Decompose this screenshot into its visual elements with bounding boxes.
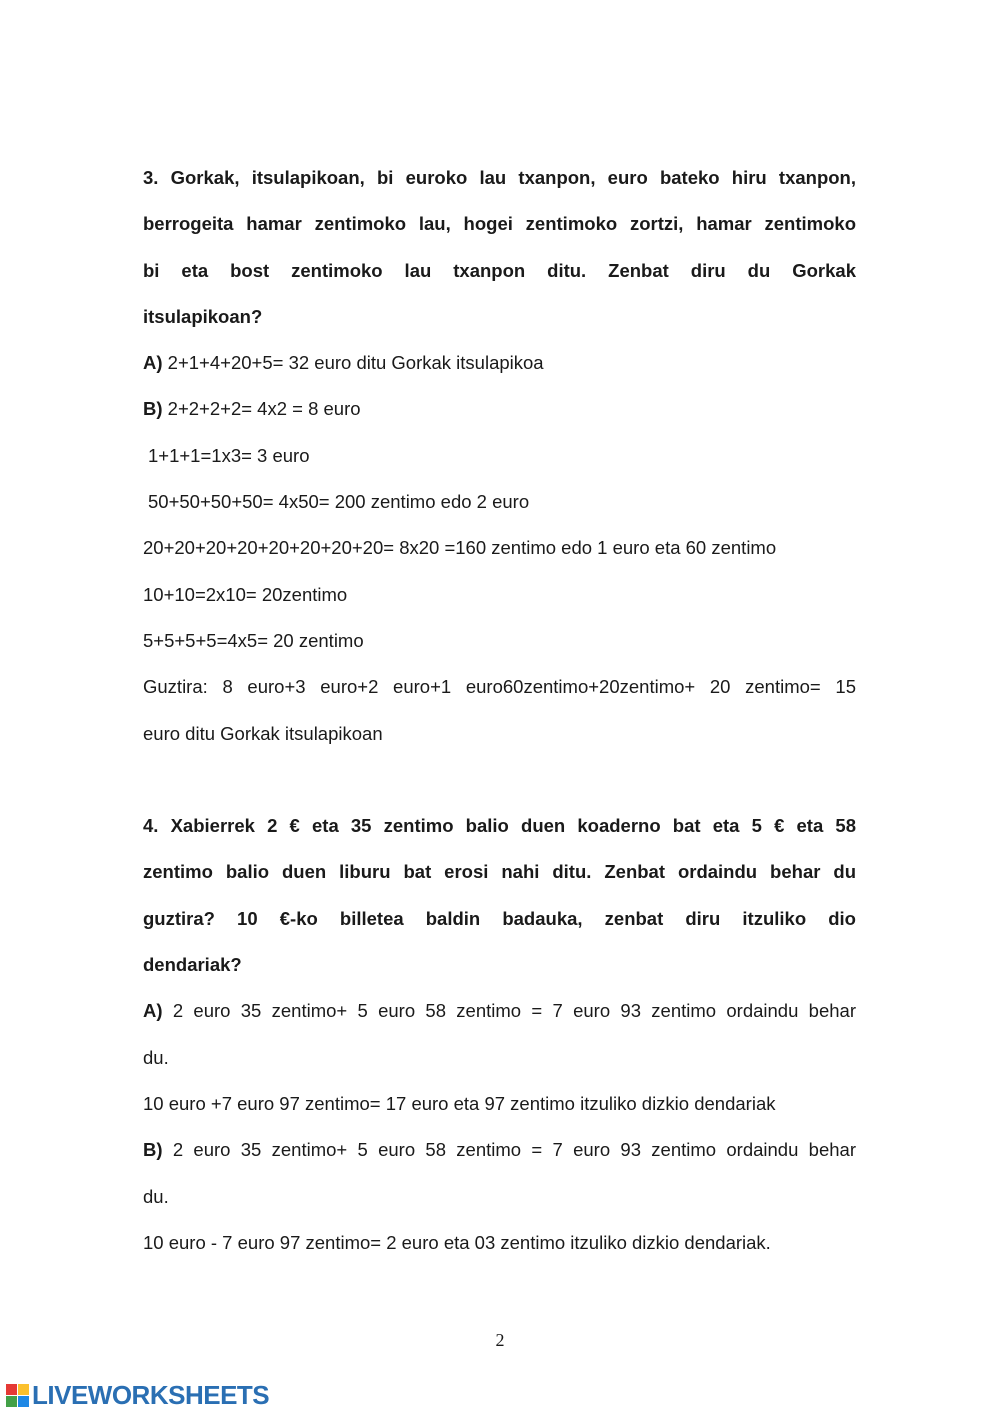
section-spacer xyxy=(143,757,856,803)
answer-label: A) xyxy=(143,352,163,374)
problem-4-answer-a xyxy=(143,988,856,1034)
answer-text: 2 euro 35 zentimo+ 5 euro 58 zentimo = 7 euro 93 zentimo ordaindu behar xyxy=(162,1139,856,1161)
total-line: euro ditu Gorkak itsulapikoan xyxy=(143,722,383,744)
logo-square xyxy=(18,1384,29,1395)
answer-label: B) xyxy=(143,1139,163,1161)
answer-label: B) xyxy=(143,398,163,420)
answer-text: 2 euro 35 zentimo+ 5 euro 58 zentimo = 7 euro 93 zentimo ordaindu behar xyxy=(162,1000,856,1022)
document-body xyxy=(143,155,856,1266)
answer-text: 2+2+2+2= 4x2 = 8 euro xyxy=(162,398,361,420)
answer-continuation: 10 euro +7 euro 97 zentimo= 17 euro eta 97 zentimo itzuliko dizkio dendariak xyxy=(143,1092,776,1114)
answer-continuation: du. xyxy=(143,1185,169,1207)
footer-brand[interactable] xyxy=(6,1380,269,1410)
logo-square xyxy=(6,1396,17,1407)
answer-label: A) xyxy=(143,1000,163,1022)
problem-3-answer-b xyxy=(143,386,856,432)
problem-3-question-line: itsulapikoan? xyxy=(143,305,263,327)
answer-continuation: du. xyxy=(143,1046,169,1068)
answer-continuation: 10 euro - 7 euro 97 zentimo= 2 euro eta 03 zentimo itzuliko dizkio dendariak. xyxy=(143,1231,771,1253)
problem-3-question-line: berrogeita hamar zentimoko lau, hogei zentimoko zortzi, hamar zentimoko xyxy=(143,213,856,235)
logo-square xyxy=(18,1396,29,1407)
problem-3-question-line: bi eta bost zentimoko lau txanpon ditu. Zenbat diru du Gorkak xyxy=(143,259,856,281)
problem-4-question-line: guztira? 10 €-ko billetea baldin badauka, zenbat diru itzuliko dio xyxy=(143,907,856,929)
calc-line: 10+10=2x10= 20zentimo xyxy=(143,583,348,605)
calc-line: 20+20+20+20+20+20+20+20= 8x20 =160 zentimo edo 1 euro eta 60 zentimo xyxy=(143,537,777,559)
calc-line: 50+50+50+50= 4x50= 200 zentimo edo 2 euro xyxy=(148,491,530,513)
brand-name: LIVEWORKSHEETS xyxy=(32,1379,270,1410)
problem-3-question-line: 3. Gorkak, itsulapikoan, bi euroko lau txanpon, euro bateko hiru txanpon, xyxy=(143,167,856,188)
problem-4-question-line: dendariak? xyxy=(143,954,242,976)
page-number: 2 xyxy=(495,1330,505,1350)
liveworksheets-logo-icon xyxy=(6,1384,29,1407)
problem-4-question-line: zentimo balio duen liburu bat erosi nahi ditu. Zenbat ordaindu behar du xyxy=(143,861,856,883)
total-line: Guztira: 8 euro+3 euro+2 euro+1 euro60zentimo+20zentimo+ 20 zentimo= 15 xyxy=(143,676,856,698)
problem-3-answer-a xyxy=(143,340,856,386)
answer-text: 2+1+4+20+5= 32 euro ditu Gorkak itsulapikoa xyxy=(162,352,544,374)
calc-line: 5+5+5+5=4x5= 20 zentimo xyxy=(143,629,364,651)
logo-square xyxy=(6,1384,17,1395)
problem-4-answer-b xyxy=(143,1127,856,1173)
calc-line: 1+1+1=1x3= 3 euro xyxy=(148,444,310,466)
problem-4-question-line: 4. Xabierrek 2 € eta 35 zentimo balio duen koaderno bat eta 5 € eta 58 xyxy=(143,815,856,837)
